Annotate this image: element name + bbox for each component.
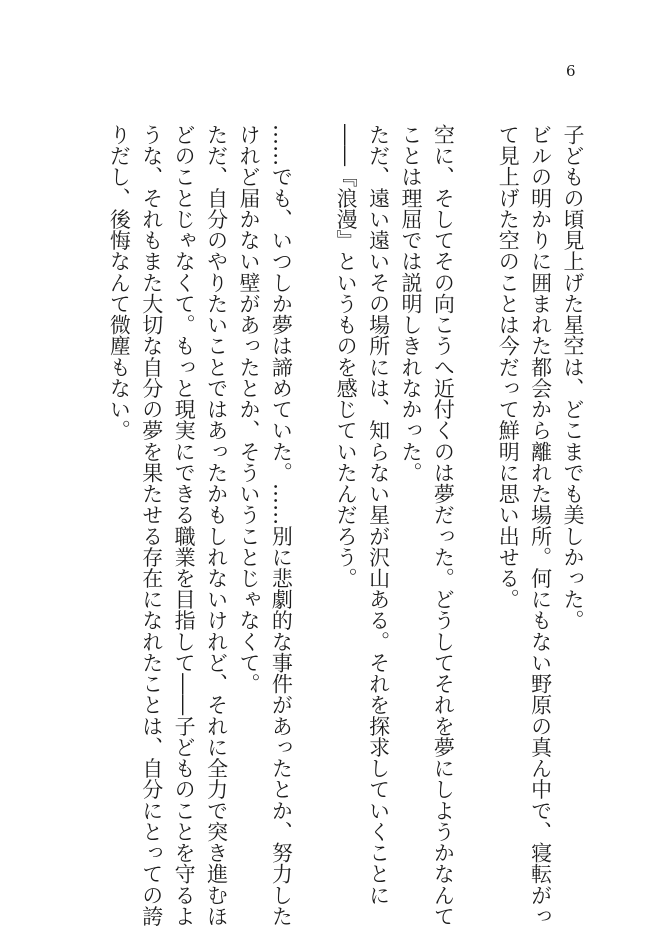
text-line: ただ、自分のやりたいことではあったかもしれないけれど、それに全力で突き進むほ (204, 124, 229, 927)
text-line: ただ、遠い遠いその場所には、知らない星が沢山ある。それを探求していくことに (366, 124, 391, 906)
blank-line (459, 124, 491, 876)
text-line: 子どもの頃見上げた星空は、どこまでも美しかった。 (561, 124, 585, 631)
page-number: 6 (566, 62, 576, 80)
paragraph (330, 124, 362, 876)
text-line: ――『浪漫』というものを感じていたんだろう。 (334, 124, 359, 589)
text-line: ビルの明かりに囲まれた都会から離れた場所。何にもない野原の真ん中で、寝転がっ (528, 124, 553, 927)
paragraph (362, 124, 394, 906)
blank-line (297, 124, 329, 876)
text-line: りだし、後悔なんて微塵もない。 (107, 124, 132, 441)
text-line: 空に、そしてその向こうへ近付くのは夢だった。どうしてそれを夢にしようかなんて (431, 124, 456, 927)
text-line: どのことじゃなくて。もっと現実にできる職業を目指して――子どものことを守るよ (172, 124, 197, 927)
text-line: ことは理屈では説明しきれなかった。 (398, 124, 423, 484)
paragraph (395, 124, 460, 927)
paragraph (233, 124, 298, 927)
paragraph (492, 124, 557, 927)
body-text (103, 124, 589, 927)
paragraph (557, 124, 589, 876)
paragraph (103, 124, 233, 927)
text-line: て見上げた空のことは今だって鮮明に思い出せる。 (496, 124, 521, 610)
text-line: うな、それもまた大切な自分の夢を果たせる存在になれたことは、自分にとっての誇 (139, 124, 164, 927)
text-line: ……でも、いつしか夢は諦めていた。……別に悲劇的な事件があったとか、努力した (269, 124, 294, 927)
text-line: けれど届かない壁があったとか、そういうことじゃなくて。 (236, 124, 261, 695)
